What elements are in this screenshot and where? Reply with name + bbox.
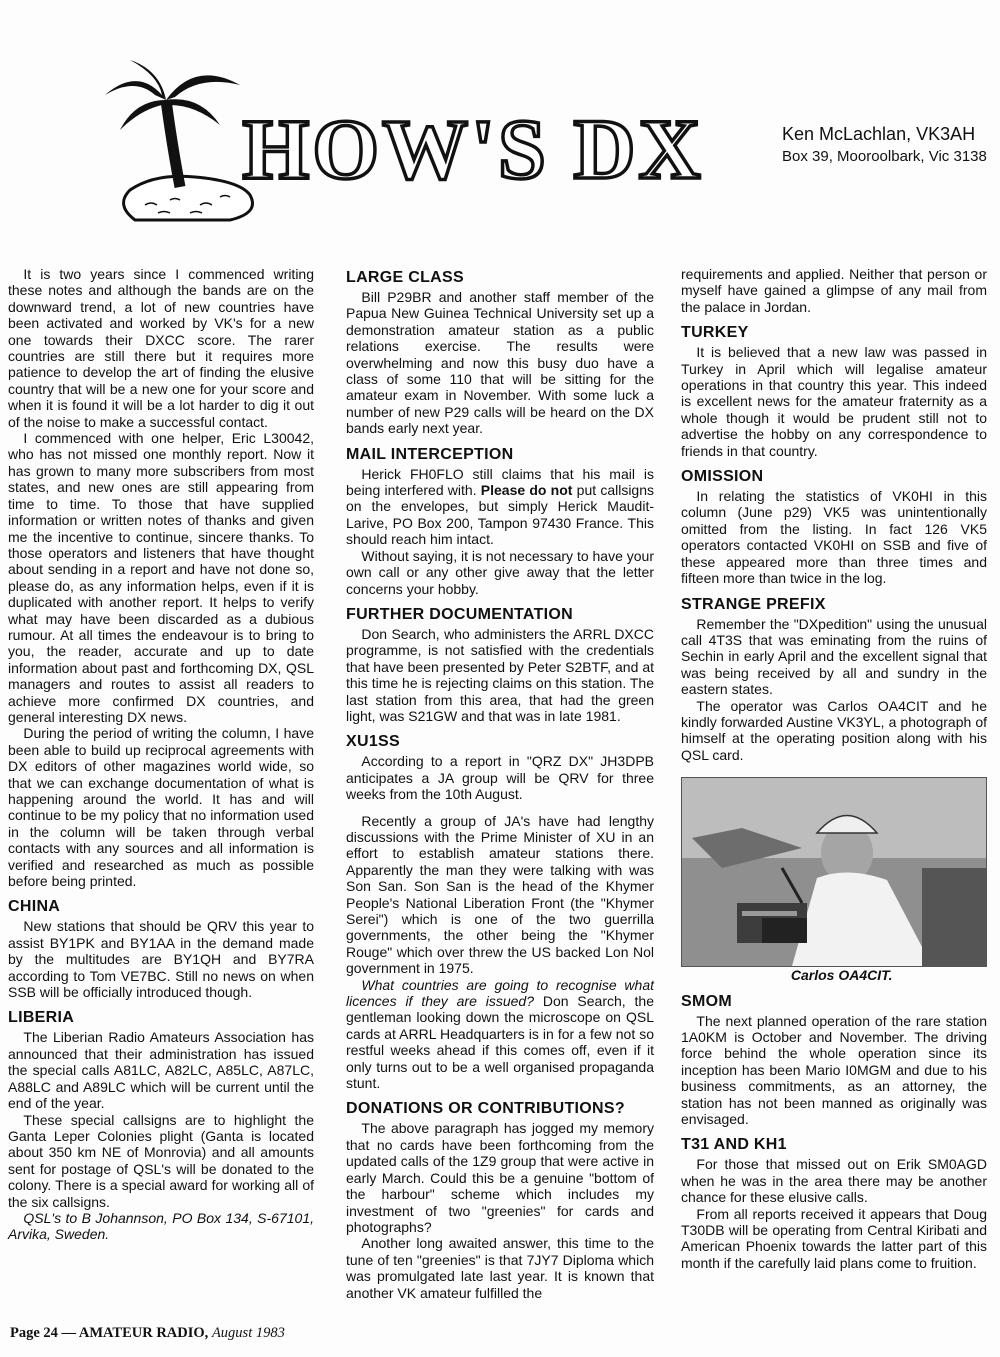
author-name: Ken McLachlan, VK3AH [782, 124, 976, 144]
byline [782, 123, 992, 167]
column-1 [8, 266, 314, 1243]
column-header [0, 0, 1000, 250]
page-footer [10, 1325, 285, 1342]
section-heading-donations: DONATIONS OR CONTRIBUTIONS? [346, 1100, 625, 1118]
paragraph: The Liberian Radio Amateurs Association has announced that their administration has issued the special calls A81LC, A82LC, A85LC, A87LC, A88LC and A89LC which will be current until the end of the year. [8, 1029, 314, 1112]
column-title [238, 100, 708, 200]
magazine-name: AMATEUR RADIO, [78, 1325, 209, 1341]
section-heading-strange-prefix: STRANGE PREFIX [681, 595, 826, 613]
paragraph: It is believed that a new law was passed in Turkey in April which will legalise amateur operations in that country this year. This indeed is excellent news for the amateur fraternity as a whole though it would be prudent still not to advertise the hobby on any correspondence to friends in that country. [681, 344, 987, 459]
section-heading-large-class: LARGE CLASS [346, 269, 464, 286]
paragraph: Another long awaited answer, this time to the tune of ten "greenies" is that 7JY7 Diploma which was promulgated late last year. It is known that another VK amateur fulfilled the [346, 1235, 654, 1301]
paragraph [346, 466, 654, 548]
paragraph: The above paragraph has jogged my memory that no cards have been forthcoming from the updated calls of the 1Z9 group that were active in early March. Could this be a genuine "bottom of the harbour" scheme which includes my investment of two "greenies" for cards and photographs? [346, 1120, 654, 1235]
paragraph [346, 977, 654, 1092]
photo-caption: Carlos OA4CIT. [790, 967, 893, 984]
section-heading-omission: OMISSION [681, 468, 764, 486]
section-heading-turkey: TURKEY [681, 324, 749, 342]
paragraph: Remember the "DXpedition" using the unusual call 4T3S that was eminating from the ruins of Sechin in early April and the excellent signal that was being received by all and sundry in the eastern states. [681, 615, 987, 698]
paragraph: The operator was Carlos OA4CIT and he kindly forwarded Austine VK3YL, a photograph of himself at the operating position along with his QSL card. [681, 697, 987, 763]
section-heading-t31: T31 AND KH1 [681, 1136, 787, 1154]
paragraph: The next planned operation of the rare station 1A0KM is October and November. The driving force behind the whole operation since its inception has been Mario I0MGM and due to his business commitments, as an attorney, the station has not been manned as originally was envisaged. [681, 1012, 987, 1127]
text-run: Don Search, the gentleman looking down the microscope on QSL cards at ARRL Headquarters is in for a few not so restful weeks ahead if this comes off, even if it only turns out to be a well organised propaganda stunt. [346, 993, 655, 1092]
page-number: Page 24 — [10, 1325, 77, 1341]
text-run: Herick FH0FLO still claims that his mail is being interfered with. [346, 465, 654, 499]
paragraph: Don Search, who administers the ARRL DXCC programme, is not satisfied with the credentials that have been presented by Peter S2BTF, and at this time he is rejecting claims on this station. The last station from this area, that had the green light, was S21GW and that was in late 1981. [346, 625, 654, 724]
paragraph: From all reports received it appears that Doug T30DB will be operating from Central Kiribati and American Phoenix towards the latter part of this month if the carefully laid plans come to fruition. [681, 1205, 987, 1271]
paragraph: Recently a group of JA's have had lengthy discussions with the Prime Minister of XU in an effort to establish amateur stations there. Apparently the man they were talking with was Son San. Son San is the head of the Khymer People's National Liberation Front (the "Khymer Serei") which is one of the two guerrilla governments, the other being the "Khymer Rouge" which over threw the US backed Lon Nol government in 1975. [346, 812, 654, 977]
paragraph: These special callsigns are to highlight the Ganta Leper Colonies plight (Ganta is located about 350 km NE of Monrovia) and all amounts sent for postage of QSL's will be donated to the colony. There is a special award for working all of the six callsigns. [8, 1111, 314, 1210]
paragraph: QSL's to B Johannson, PO Box 134, S-67101, Arvika, Sweden. [8, 1209, 314, 1243]
author-address: Box 39, Mooroolbark, Vic 3138 [782, 148, 987, 165]
column-3 [681, 266, 987, 1271]
paragraph: I commenced with one helper, Eric L30042, who has not missed one monthly report. Now it has grown to many more subscribers from most states, and new ones are still appearing from time to time. To those that have supplied information or written notes of thanks and given me the incentive to continue, sincere thanks. To those operators and listeners that have thought about sending in a report and have not done so, please do, as any information helps, even if it is duplicated with another report. It helps to verify what may have been discarded as a dubious rumour. At all times the endeavour is to bring to you, the reader, accurate and up to date information about past and forthcoming DX, QSL managers and routes to assist all readers to achieve more confirmed DX countries, and general interesting DX news. [8, 430, 314, 725]
emphasis: Please do not [480, 482, 573, 499]
section-heading-liberia: LIBERIA [8, 1009, 75, 1027]
issue-date: August 1983 [211, 1325, 285, 1341]
operator-photo [681, 777, 987, 967]
section-heading-mail-interception: MAIL INTERCEPTION [346, 445, 514, 463]
paragraph: New stations that should be QRV this year to assist BY1PK and BY1AA in the demand made by the multitudes are BY1QH and BY7RA according to Tom VE7BC. Still no news on when SSB will be officially introduced though. [8, 918, 314, 1001]
paragraph: During the period of writing the column, I have been able to build up reciprocal agreements with DX editors of other magazines world wide, so that we can exchange documentation of what is happening around the world. It has and will continue to be my policy that no information used in the column will be taken through verbal contacts with any sources and all information is verified and researched as much as possible before being printed. [8, 725, 314, 890]
paragraph: In relating the statistics of VK0HI in this column (June p29) VK5 was unintentionally omitted from the listing. In fact 126 VK5 operators contacted VK0HI on SSB and five of these appeared more than three times and fifteen more than twice in the log. [681, 488, 987, 587]
section-heading-xu1ss: XU1SS [346, 733, 400, 751]
paragraph: For those that missed out on Erik SM0AGD when he was in the area there may be another chance for these elusive calls. [681, 1156, 987, 1206]
column-title-text: HOW'S DX [242, 101, 704, 197]
paragraph: Bill P29BR and another staff member of the Papua New Guinea Technical University set up a demonstration amateur station as a public relations exercise. The results were overwhelming and now this busy duo have a class of some 110 that will be sitting for the amateur exam in November. With some luck a number of new P29 calls will be heard on the DX bands early next year. [346, 289, 654, 437]
paragraph: According to a report in "QRZ DX" JH3DPB anticipates a JA group will be QRV for three weeks from the 10th August. [346, 753, 654, 803]
paragraph: It is two years since I commenced writing these notes and although the bands are on the downward trend, a lot of new countries have been activated and worked by VK's for a new one towards their DXCC score. The rarer countries are still there but it requires more patience to develop the art of finding the elusive country that will be a new one for your score and when it is found it will be a lot harder to dig it out of the noise to make a successful contact. [8, 266, 314, 430]
column-2 [346, 266, 654, 1301]
section-heading-china: CHINA [8, 898, 61, 916]
text-run: put callsigns on the envelopes, but simply Herick Maudit-Larive, PO Box 200, Tampon 97430 France. This should reach him intact. [346, 482, 655, 548]
paragraph: requirements and applied. Neither that person or myself have gained a glimpse of any mail from the palace in Jordan. [681, 266, 987, 315]
section-heading-further-documentation: FURTHER DOCUMENTATION [346, 605, 574, 623]
italic-question: What countries are going to recognise what licences if they are issued? [346, 976, 654, 1010]
section-heading-smom: SMOM [681, 992, 732, 1010]
paragraph: Without saying, it is not necessary to have your own call or any other give away that the letter concerns your hobby. [346, 547, 654, 597]
